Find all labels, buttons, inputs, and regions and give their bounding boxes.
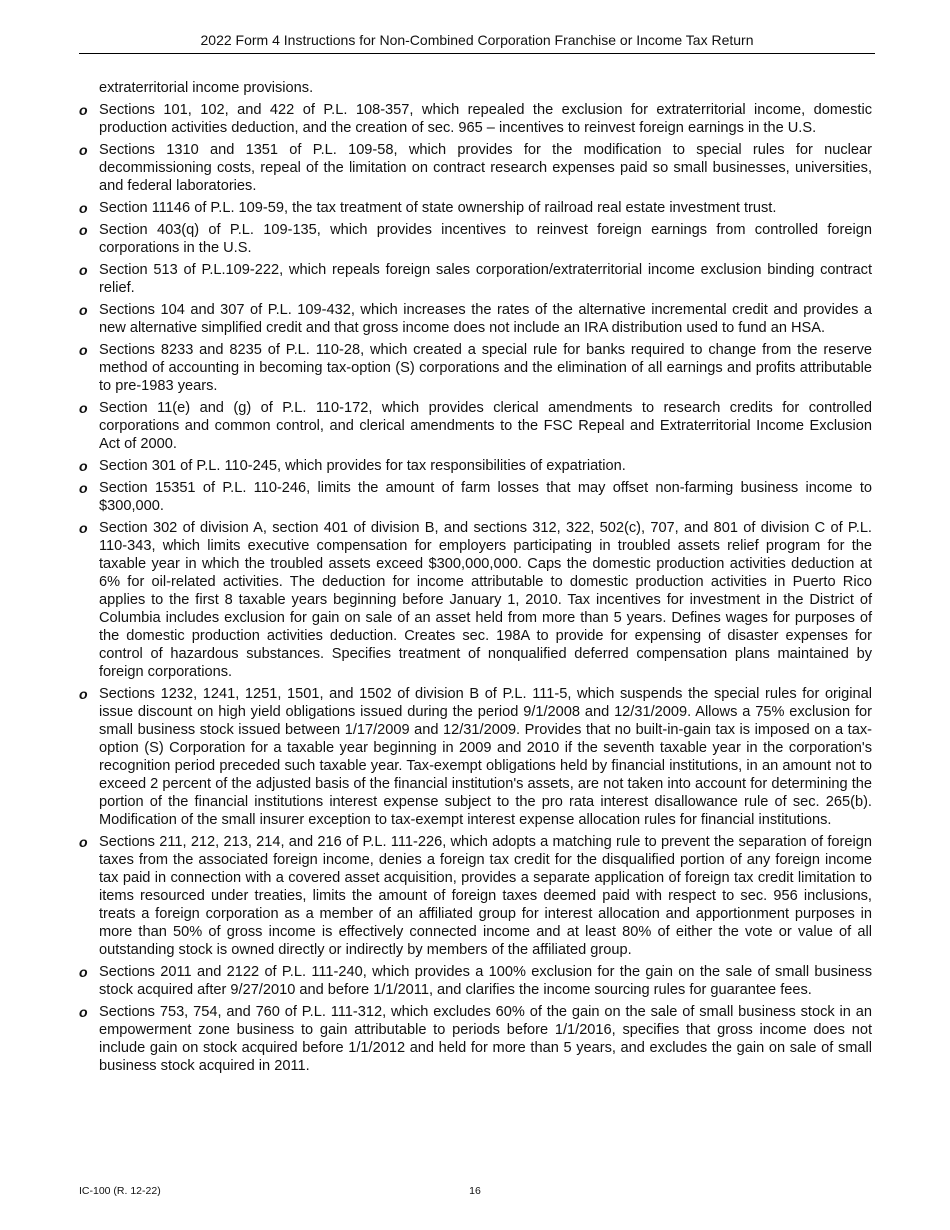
bullet-icon: o xyxy=(79,520,88,536)
bullet-icon: o xyxy=(79,480,88,496)
list-item xyxy=(79,399,872,453)
bullet-icon: o xyxy=(79,342,88,358)
list-item-text: Sections 753, 754, and 760 of P.L. 111-312, which excludes 60% of the gain on the sale of small business stock in an empowerment zone business to gain attributable to periods before 1/1/2016, specifies that gross income does not include gain on stock acquired before 1/1/2012 and held for more than 5 years, and excludes the gain on sale of small business stock acquired in 2011. xyxy=(99,1004,872,1074)
continued-text: extraterritorial income provisions. xyxy=(99,80,314,96)
list-item xyxy=(79,519,872,681)
list-item xyxy=(79,479,872,515)
list-item-text: Section 11146 of P.L. 109-59, the tax treatment of state ownership of railroad real estate investment trust. xyxy=(99,200,777,216)
header-divider xyxy=(79,53,875,54)
bullet-icon: o xyxy=(79,262,88,278)
bullet-icon: o xyxy=(79,834,88,850)
list-item-text: Section 301 of P.L. 110-245, which provides for tax responsibilities of expatriation. xyxy=(99,458,626,474)
list-item-text: Section 11(e) and (g) of P.L. 110-172, which provides clerical amendments to research credits for controlled corporations and common control, and clerical amendments to the FSC Repeal and Extraterritorial Income Exclusion Act of 2000. xyxy=(99,400,872,452)
bullet-icon: o xyxy=(79,302,88,318)
list-item-text: Section 302 of division A, section 401 of division B, and sections 312, 322, 502(c), 707, and 801 of division C of P.L. 110-343, which limits executive compensation for employers participating in troubled assets relief program for the taxable year in which the troubled assets exceed $300,000,000. Caps the domestic production activities deduction at 6% for oil-related activities. The deduction for income attributable to domestic production activities in Puerto Rico applies to the first 8 taxable years beginning before January 1, 2010. Tax incentives for investment in the District of Columbia includes exclusion for gain on sale of an asset held from more than 5 years. Defines wages for purposes of the domestic production activities deduction. Creates sec. 198A to provide for expensing of disaster expenses for control of hazardous substances. Specifies treatment of nonqualified deferred compensation plans maintained by foreign corporations. xyxy=(99,520,872,680)
list-item xyxy=(79,221,872,257)
list-item xyxy=(79,301,872,337)
list-item-text: Sections 1310 and 1351 of P.L. 109-58, which provides for the modification to special rules for nuclear decommissioning costs, repeal of the limitation on contract research expenses paid so small businesses, universities, and federal laboratories. xyxy=(99,142,872,194)
bullet-icon: o xyxy=(79,400,88,416)
footer-page-number: 16 xyxy=(469,1185,481,1197)
footer-form-id: IC-100 (R. 12-22) xyxy=(79,1185,161,1197)
list-item xyxy=(79,685,872,829)
list-item xyxy=(79,833,872,959)
list-item xyxy=(79,1003,872,1075)
bullet-icon: o xyxy=(79,686,88,702)
list-item-text: Sections 104 and 307 of P.L. 109-432, which increases the rates of the alternative incremental credit and provides a new alternative simplified credit and that gross income does not include an IRA distribution used to fund an HSA. xyxy=(99,302,872,336)
bullet-icon: o xyxy=(79,1004,88,1020)
list-item-text: Section 403(q) of P.L. 109-135, which provides incentives to reinvest foreign earnings from controlled foreign corporations in the U.S. xyxy=(99,222,872,256)
list-item-text: Section 513 of P.L.109-222, which repeals foreign sales corporation/extraterritorial income exclusion binding contract relief. xyxy=(99,262,872,296)
list-item-text: Sections 211, 212, 213, 214, and 216 of P.L. 111-226, which adopts a matching rule to prevent the separation of foreign taxes from the associated foreign income, denies a foreign tax credit for the disqualified portion of any foreign income tax paid in connection with a covered asset acquisition, provides a separate application of foreign tax credit limitation to items resourced under treaties, limits the amount of foreign taxes deemed paid with respect to sec. 956 inclusions, treats a foreign corporation as a member of an affiliated group for interest allocation and apportionment purposes in more than 50% of gross income is effectively connected income and at least 80% of either the vote or value of all outstanding stock is owned directly or indirectly by members of the affiliated group. xyxy=(99,834,872,958)
list-item-text: Sections 1232, 1241, 1251, 1501, and 1502 of division B of P.L. 111-5, which suspends the special rules for original issue discount on high yield obligations issued during the period 9/1/2008 and 12/31/2009. Allows a 75% exclusion for small business stock issued between 1/17/2009 and 12/31/2009. Provides that no built-in-gain tax is imposed on a tax-option (S) Corporation for a taxable year beginning in 2009 and 2010 if the seventh taxable year in the corporation's recognition period preceded such taxable year. Tax-exempt obligations held by financial institutions, in an amount not to exceed 2 percent of the adjusted basis of the financial institution's assets, are not taken into account for determining the portion of the financial institutions interest expense subject to the pro rata interest disallowance rule of sec. 265(b). Modification of the small insurer exception to tax-exempt interest expense allocation rules for financial institutions. xyxy=(99,686,872,828)
bullet-icon: o xyxy=(79,142,88,158)
list-item xyxy=(79,457,872,475)
document-body xyxy=(79,79,872,1079)
bullet-icon: o xyxy=(79,102,88,118)
provision-list xyxy=(79,101,872,1075)
list-item-text: Section 15351 of P.L. 110-246, limits the amount of farm losses that may offset non-farming business income to $300,000. xyxy=(99,480,872,514)
page-header-title: 2022 Form 4 Instructions for Non-Combined Corporation Franchise or Income Tax Return xyxy=(200,32,754,48)
bullet-icon: o xyxy=(79,964,88,980)
bullet-icon: o xyxy=(79,200,88,216)
bullet-icon: o xyxy=(79,458,88,474)
list-item-text: Sections 8233 and 8235 of P.L. 110-28, which created a special rule for banks required to change from the reserve method of accounting in becoming tax-option (S) corporations and the elimination of all earnings and profits attributable to pre-1983 years. xyxy=(99,342,872,394)
list-item xyxy=(79,141,872,195)
list-item xyxy=(79,963,872,999)
list-item-text: Sections 101, 102, and 422 of P.L. 108-357, which repealed the exclusion for extraterritorial income, domestic production activities deduction, and the creation of sec. 965 – incentives to reinvest foreign earnings in the U.S. xyxy=(99,102,872,136)
list-item xyxy=(79,101,872,137)
list-item xyxy=(79,199,872,217)
bullet-icon: o xyxy=(79,222,88,238)
list-item xyxy=(79,341,872,395)
list-item-text: Sections 2011 and 2122 of P.L. 111-240, which provides a 100% exclusion for the gain on the sale of small business stock acquired after 9/27/2010 and before 1/1/2011, and clarifies the income sourcing rules for guarantee fees. xyxy=(99,964,872,998)
list-item xyxy=(79,261,872,297)
